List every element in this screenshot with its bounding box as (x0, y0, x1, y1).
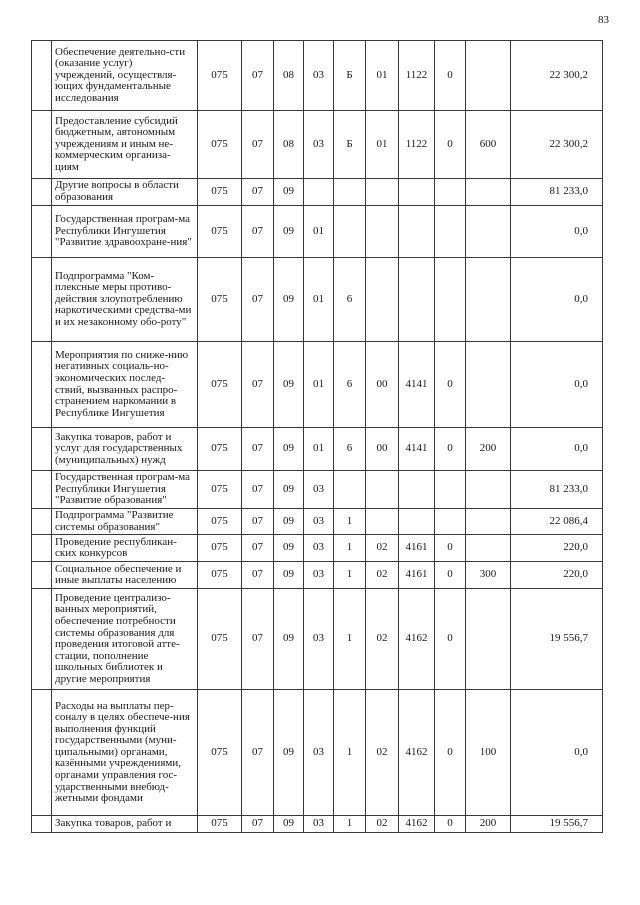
code-cell-c9: 100 (466, 690, 511, 816)
code-cell-c3: 09 (274, 342, 304, 428)
code-cell-c2: 07 (242, 562, 274, 589)
item-name: Государственная програм-ма Республики Ингушетия "Развитие здравоохране-ния" (52, 206, 198, 258)
item-name: Предоставление субсидий бюджетным, автономным учреждениям и иным не-коммерческим организа-циям (52, 111, 198, 179)
code-cell-c3: 09 (274, 428, 304, 471)
code-cell-c4: 01 (304, 258, 334, 342)
code-cell-c1: 075 (198, 342, 242, 428)
code-cell-c7 (399, 509, 435, 535)
code-cell-c2: 07 (242, 179, 274, 206)
code-cell-c7: 4162 (399, 690, 435, 816)
code-cell-c5: Б (334, 41, 366, 111)
item-name: Закупка товаров, работ и услуг для государственных (муниципальных) нужд (52, 428, 198, 471)
code-cell-c9: 300 (466, 562, 511, 589)
code-cell-c7 (399, 258, 435, 342)
table-row (32, 690, 603, 816)
row-margin-cell (32, 428, 52, 471)
code-cell-c6 (366, 509, 399, 535)
code-cell-c5: 6 (334, 258, 366, 342)
code-cell-c2: 07 (242, 342, 274, 428)
code-cell-c8: 0 (435, 535, 466, 562)
code-cell-c3: 09 (274, 258, 304, 342)
code-cell-c6 (366, 258, 399, 342)
code-cell-c5 (334, 471, 366, 509)
code-cell-c2: 07 (242, 258, 274, 342)
code-cell-c5: 1 (334, 509, 366, 535)
code-cell-c8: 0 (435, 111, 466, 179)
code-cell-c8 (435, 258, 466, 342)
code-cell-c4: 03 (304, 509, 334, 535)
code-cell-c4: 01 (304, 342, 334, 428)
amount-cell: 19 556,7 (511, 589, 603, 690)
code-cell-c9: 200 (466, 428, 511, 471)
code-cell-c3: 09 (274, 471, 304, 509)
row-margin-cell (32, 589, 52, 690)
amount-cell: 22 300,2 (511, 41, 603, 111)
code-cell-c8: 0 (435, 342, 466, 428)
code-cell-c3: 08 (274, 41, 304, 111)
code-cell-c3: 09 (274, 535, 304, 562)
item-name: Социальное обеспечение и иные выплаты населению (52, 562, 198, 589)
item-name: Другие вопросы в области образования (52, 179, 198, 206)
amount-cell: 0,0 (511, 206, 603, 258)
code-cell-c9 (466, 535, 511, 562)
code-cell-c2: 07 (242, 690, 274, 816)
code-cell-c1: 075 (198, 690, 242, 816)
page-number: 83 (598, 14, 609, 26)
code-cell-c5: 6 (334, 428, 366, 471)
code-cell-c9 (466, 471, 511, 509)
code-cell-c3: 09 (274, 690, 304, 816)
code-cell-c5 (334, 206, 366, 258)
code-cell-c6 (366, 206, 399, 258)
item-name: Подпрограмма "Ком-плексные меры противо-действия злоупотреблению наркотическими средства-ми и их незаконному обо-роту" (52, 258, 198, 342)
code-cell-c9: 600 (466, 111, 511, 179)
code-cell-c1: 075 (198, 111, 242, 179)
code-cell-c4: 03 (304, 471, 334, 509)
code-cell-c6: 00 (366, 428, 399, 471)
row-margin-cell (32, 562, 52, 589)
code-cell-c3: 09 (274, 509, 304, 535)
code-cell-c8 (435, 471, 466, 509)
code-cell-c5: 6 (334, 342, 366, 428)
table-row (32, 589, 603, 690)
code-cell-c8: 0 (435, 816, 466, 833)
item-name: Государственная програм-ма Республики Ингушетия "Развитие образования" (52, 471, 198, 509)
table-body (32, 41, 603, 833)
table-row (32, 342, 603, 428)
amount-cell: 22 086,4 (511, 509, 603, 535)
code-cell-c1: 075 (198, 535, 242, 562)
amount-cell: 0,0 (511, 342, 603, 428)
item-name: Расходы на выплаты пер-соналу в целях обеспече-ния выполнения функций государственными (муни-ципальными) органами, казёнными учреждениями, органами управления гос-ударственными внебюд-жетными фондами (52, 690, 198, 816)
code-cell-c6: 01 (366, 111, 399, 179)
table-row (32, 562, 603, 589)
code-cell-c3: 09 (274, 179, 304, 206)
code-cell-c1: 075 (198, 428, 242, 471)
code-cell-c1: 075 (198, 589, 242, 690)
code-cell-c6 (366, 471, 399, 509)
code-cell-c8: 0 (435, 428, 466, 471)
item-name: Обеспечение деятельно-сти (оказание услуг) учреждений, осуществля-ющих фундаментальные исследования (52, 41, 198, 111)
item-name: Закупка товаров, работ и (52, 816, 198, 833)
item-name: Подпрограмма "Развитие системы образования" (52, 509, 198, 535)
code-cell-c7: 1122 (399, 111, 435, 179)
code-cell-c8 (435, 509, 466, 535)
code-cell-c7: 4141 (399, 342, 435, 428)
code-cell-c7: 1122 (399, 41, 435, 111)
row-margin-cell (32, 690, 52, 816)
row-margin-cell (32, 258, 52, 342)
code-cell-c1: 075 (198, 258, 242, 342)
item-name: Проведение централизо-ванных мероприятий, обеспечение потребности системы образования для проведения итоговой атте-стации, пополнение школьных библиотек и другие мероприятия (52, 589, 198, 690)
code-cell-c5: 1 (334, 589, 366, 690)
amount-cell: 0,0 (511, 258, 603, 342)
code-cell-c4: 03 (304, 562, 334, 589)
code-cell-c8: 0 (435, 589, 466, 690)
code-cell-c9 (466, 342, 511, 428)
code-cell-c8 (435, 206, 466, 258)
code-cell-c2: 07 (242, 206, 274, 258)
code-cell-c4: 03 (304, 589, 334, 690)
table-row (32, 206, 603, 258)
code-cell-c1: 075 (198, 179, 242, 206)
code-cell-c4 (304, 179, 334, 206)
code-cell-c1: 075 (198, 206, 242, 258)
amount-cell: 220,0 (511, 562, 603, 589)
code-cell-c2: 07 (242, 428, 274, 471)
code-cell-c9 (466, 41, 511, 111)
code-cell-c4: 03 (304, 535, 334, 562)
table-row (32, 179, 603, 206)
code-cell-c5: 1 (334, 690, 366, 816)
code-cell-c6: 01 (366, 41, 399, 111)
code-cell-c5: Б (334, 111, 366, 179)
code-cell-c1: 075 (198, 471, 242, 509)
code-cell-c3: 09 (274, 589, 304, 690)
code-cell-c4: 03 (304, 690, 334, 816)
code-cell-c4: 01 (304, 206, 334, 258)
item-name: Мероприятия по сниже-нию негативных социаль-но-экономических послед-ствий, вызванных распро-странением наркомании в Республике Ингушетия (52, 342, 198, 428)
code-cell-c3: 09 (274, 206, 304, 258)
item-name: Проведение республикан-ских конкурсов (52, 535, 198, 562)
table-row (32, 428, 603, 471)
table-row (32, 509, 603, 535)
row-margin-cell (32, 535, 52, 562)
code-cell-c8: 0 (435, 562, 466, 589)
code-cell-c2: 07 (242, 589, 274, 690)
amount-cell: 81 233,0 (511, 471, 603, 509)
code-cell-c4: 01 (304, 428, 334, 471)
amount-cell: 81 233,0 (511, 179, 603, 206)
table-row (32, 111, 603, 179)
code-cell-c6: 00 (366, 342, 399, 428)
amount-cell: 220,0 (511, 535, 603, 562)
code-cell-c1: 075 (198, 816, 242, 833)
code-cell-c5: 1 (334, 562, 366, 589)
code-cell-c6 (366, 179, 399, 206)
code-cell-c7: 4141 (399, 428, 435, 471)
amount-cell: 19 556,7 (511, 816, 603, 833)
code-cell-c9 (466, 589, 511, 690)
code-cell-c2: 07 (242, 471, 274, 509)
code-cell-c6: 02 (366, 816, 399, 833)
code-cell-c4: 03 (304, 816, 334, 833)
row-margin-cell (32, 111, 52, 179)
code-cell-c9 (466, 509, 511, 535)
code-cell-c2: 07 (242, 816, 274, 833)
code-cell-c5: 1 (334, 535, 366, 562)
code-cell-c7: 4161 (399, 535, 435, 562)
code-cell-c9: 200 (466, 816, 511, 833)
table-row (32, 535, 603, 562)
code-cell-c9 (466, 179, 511, 206)
code-cell-c1: 075 (198, 509, 242, 535)
table-row (32, 471, 603, 509)
code-cell-c4: 03 (304, 41, 334, 111)
amount-cell: 0,0 (511, 690, 603, 816)
table-row (32, 258, 603, 342)
row-margin-cell (32, 816, 52, 833)
code-cell-c4: 03 (304, 111, 334, 179)
code-cell-c6: 02 (366, 562, 399, 589)
row-margin-cell (32, 179, 52, 206)
code-cell-c5: 1 (334, 816, 366, 833)
row-margin-cell (32, 509, 52, 535)
code-cell-c7: 4161 (399, 562, 435, 589)
row-margin-cell (32, 206, 52, 258)
code-cell-c2: 07 (242, 41, 274, 111)
code-cell-c7 (399, 179, 435, 206)
code-cell-c2: 07 (242, 535, 274, 562)
code-cell-c1: 075 (198, 41, 242, 111)
row-margin-cell (32, 471, 52, 509)
budget-table (31, 40, 603, 833)
code-cell-c7: 4162 (399, 589, 435, 690)
code-cell-c7 (399, 471, 435, 509)
amount-cell: 0,0 (511, 428, 603, 471)
table-row (32, 41, 603, 111)
code-cell-c3: 09 (274, 562, 304, 589)
code-cell-c8 (435, 179, 466, 206)
code-cell-c6: 02 (366, 535, 399, 562)
code-cell-c2: 07 (242, 111, 274, 179)
code-cell-c7: 4162 (399, 816, 435, 833)
code-cell-c3: 08 (274, 111, 304, 179)
table-row (32, 816, 603, 833)
row-margin-cell (32, 41, 52, 111)
row-margin-cell (32, 342, 52, 428)
code-cell-c2: 07 (242, 509, 274, 535)
code-cell-c9 (466, 206, 511, 258)
code-cell-c8: 0 (435, 690, 466, 816)
code-cell-c6: 02 (366, 589, 399, 690)
code-cell-c3: 09 (274, 816, 304, 833)
code-cell-c9 (466, 258, 511, 342)
code-cell-c6: 02 (366, 690, 399, 816)
code-cell-c1: 075 (198, 562, 242, 589)
code-cell-c8: 0 (435, 41, 466, 111)
amount-cell: 22 300,2 (511, 111, 603, 179)
code-cell-c5 (334, 179, 366, 206)
code-cell-c7 (399, 206, 435, 258)
